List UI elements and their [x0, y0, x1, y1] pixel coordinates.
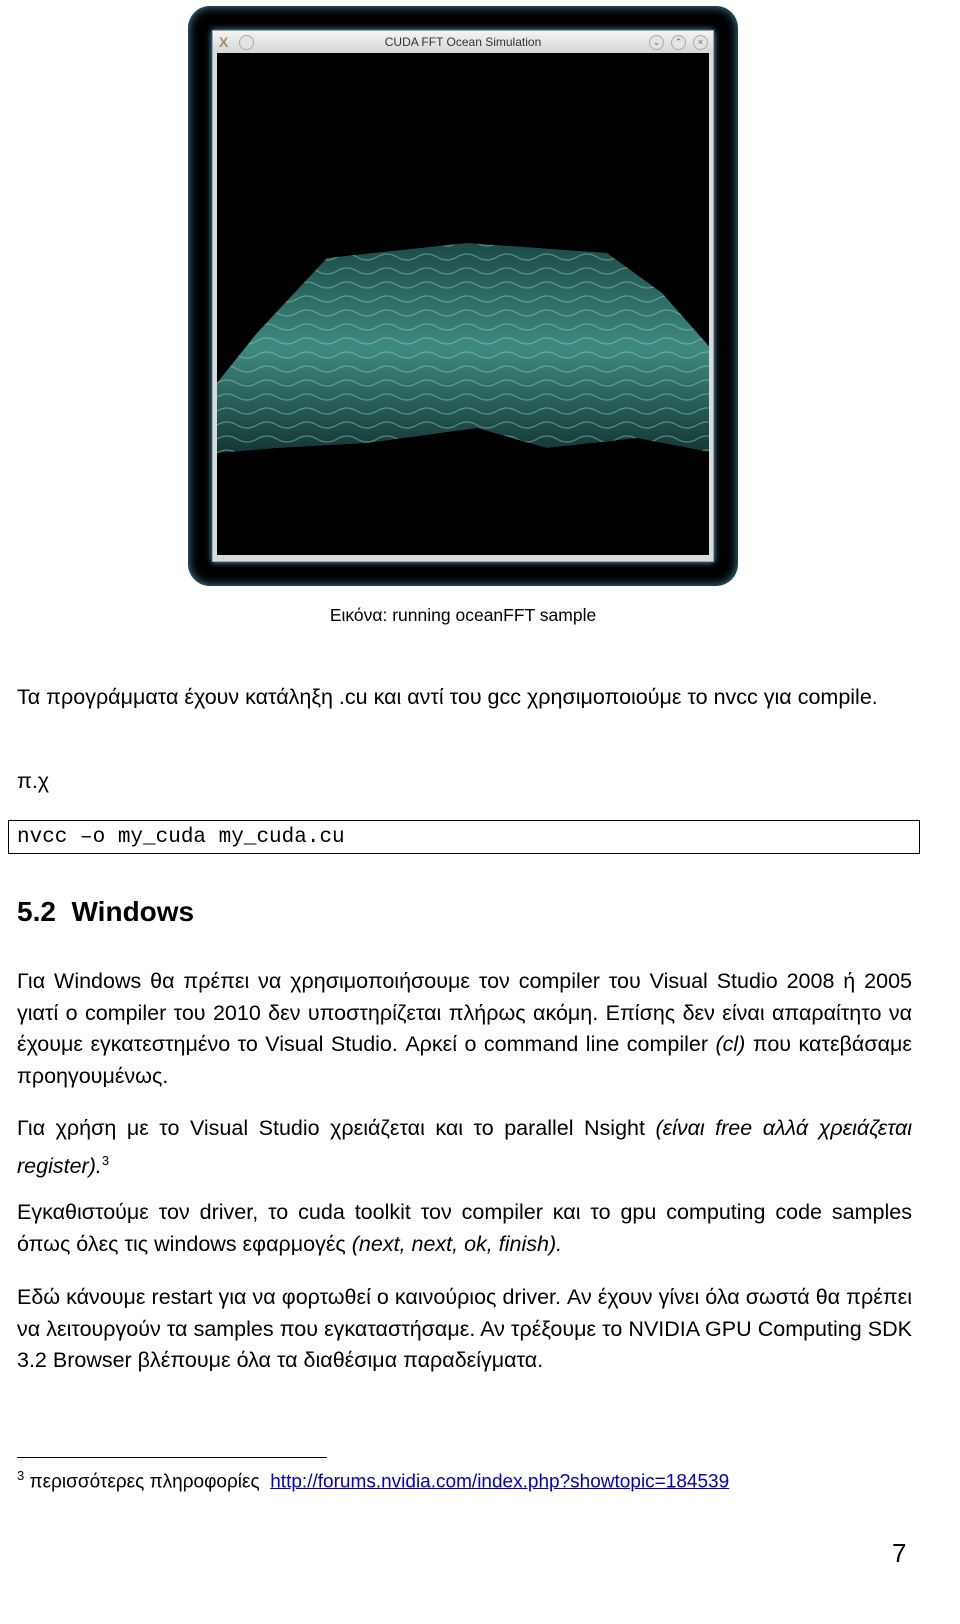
footnote-divider	[17, 1457, 327, 1458]
figure-caption: Εικόνα: running oceanFFT sample	[329, 605, 597, 625]
footnote-ref[interactable]: 3	[101, 1152, 110, 1168]
section-title: Windows	[71, 896, 195, 927]
footnote	[17, 1468, 729, 1493]
text-italic: (cl)	[715, 1032, 746, 1056]
text: που κατεβάσαμε προηγουμένως.	[17, 1032, 913, 1088]
ocean-render	[217, 53, 709, 555]
code-text: nvcc –o my_cuda my_cuda.cu	[17, 826, 345, 849]
x-logo-icon: X	[219, 34, 229, 50]
text-italic: (είναι free αλλά χρειάζεται register).	[17, 1116, 912, 1178]
code-block	[8, 820, 920, 854]
footnote-text: περισσότερες πληροφορίες	[29, 1471, 260, 1493]
close-icon[interactable]: ×	[693, 35, 708, 50]
intro-paragraph: Τα προγράμματα έχουν κατάληξη .cu και αντί του gcc χρησιμοποιούμε το nvcc για compile.	[17, 685, 878, 709]
maximize-icon[interactable]: ⌃	[671, 35, 686, 50]
paragraph-nsight	[17, 1113, 912, 1182]
section-number: 5.2	[17, 896, 56, 927]
example-label: π.χ	[17, 769, 50, 793]
text-italic: (next, next, ok, finish).	[351, 1231, 563, 1256]
footnote-number: 3	[17, 1468, 25, 1483]
text: Για χρήση με το Visual Studio χρειάζεται και το parallel Nsight	[17, 1116, 656, 1140]
minimize-icon[interactable]: ⌄	[649, 35, 664, 50]
text: Για Windows θα πρέπει να χρησιμοποιήσουμε τον compiler του Visual Studio 2008 ή 2005 γιατί ο compiler του 2010 δεν υποστηρίζεται πλήρως ακόμη. Επίσης δεν είναι απαραίτητο να έχουμε εγκατεστημένο το Visual Studio. Αρκεί ο command line compiler	[17, 969, 912, 1056]
paragraph-install	[17, 1197, 912, 1260]
page-number: 7	[892, 1538, 907, 1568]
text: Εγκαθιστούμε τον driver, το cuda toolkit τον compiler και το gpu computing code samples όπως όλες τις windows εφαρμογές	[17, 1200, 912, 1256]
footnote-link[interactable]: http://forums.nvidia.com/index.php?showtopic=184539	[270, 1471, 730, 1493]
title-bar	[213, 31, 713, 53]
app-window	[212, 30, 714, 562]
paragraph-restart: Εδώ κάνουμε restart για να φορτωθεί ο καινούριος driver. Αν έχουν γίνει όλα σωστά θα πρέπει να λειτουργούν τα samples που εγκαταστήσαμε. Αν τρέξουμε το NVIDIA GPU Computing SDK 3.2 Browser βλέπουμε όλα τα διαθέσιμα παραδείγματα.	[17, 1285, 912, 1372]
menu-icon[interactable]	[239, 35, 254, 50]
window-title: CUDA FFT Ocean Simulation	[384, 35, 542, 49]
section-heading	[17, 896, 194, 928]
paragraph-compiler	[17, 966, 912, 1092]
ocean-surface-image	[217, 53, 709, 555]
screenshot-window	[188, 6, 738, 586]
